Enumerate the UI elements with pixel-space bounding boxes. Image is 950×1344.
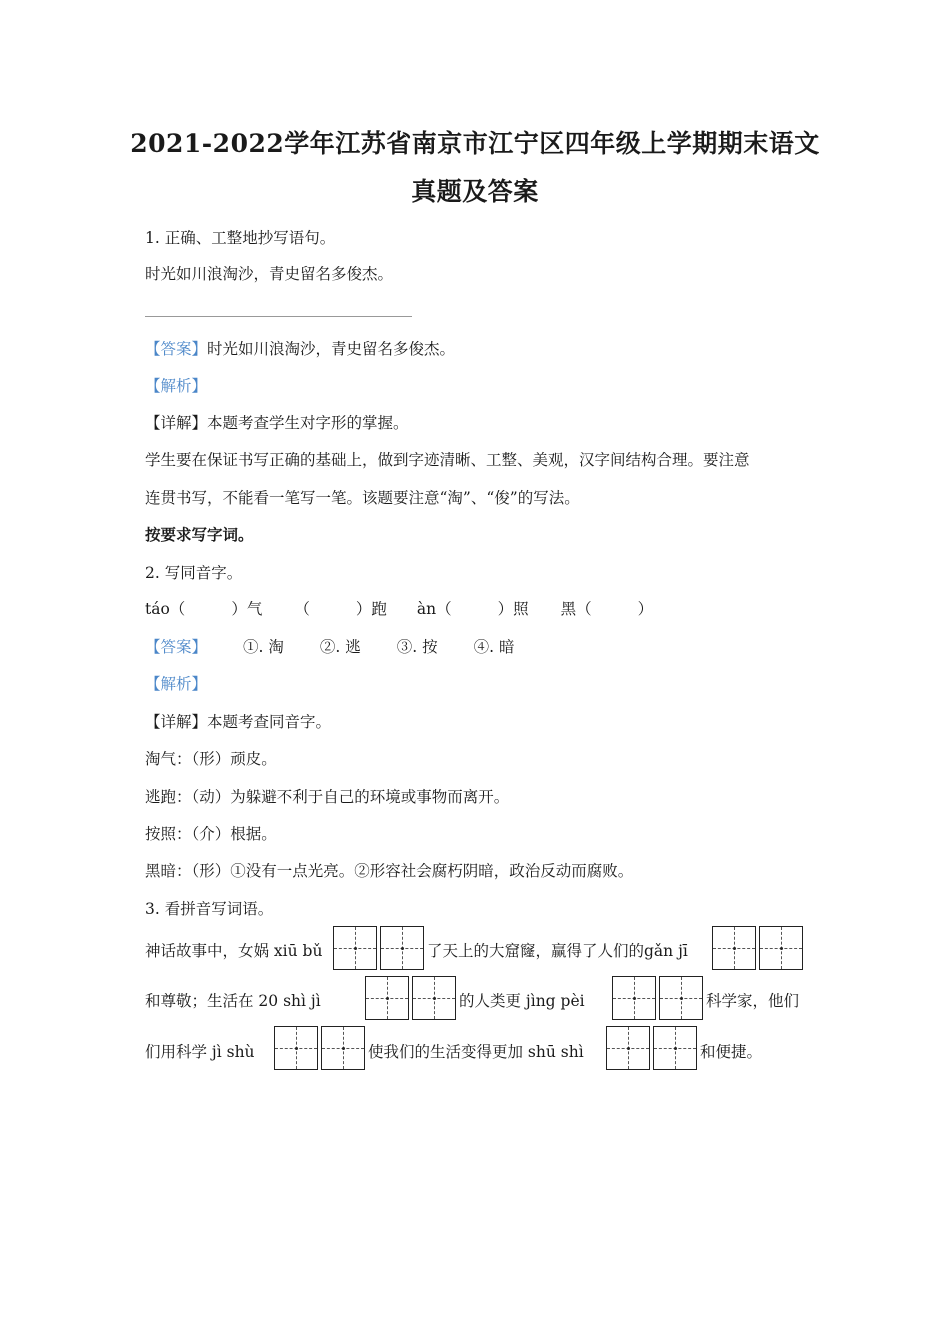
writing-box[interactable]: [333, 926, 377, 970]
q2-blank1-close: ）气: [231, 600, 263, 618]
q2-answer-2: ②. 逃: [319, 638, 361, 656]
q2-detail-text: 本题考查同音字。: [207, 713, 332, 731]
detail-label: 【详解】: [145, 713, 208, 731]
q1-explain-line2: 连贯书写，不能看一笔写一笔。该题要注意“淘”、“俊”的写法。: [145, 489, 580, 507]
q1-explain-line1: 学生要在保证书写正确的基础上，做到字迹清晰、工整、美观，汉字间结构合理。要注意: [145, 451, 750, 469]
q2-blank4-open: 黑（: [560, 600, 592, 618]
writing-box[interactable]: [659, 976, 703, 1020]
q3-line3-b: 使我们的生活变得更加 shū shì: [368, 1043, 584, 1061]
writing-box[interactable]: [274, 1026, 318, 1070]
q2-answer-1: ①. 淘: [243, 638, 284, 656]
q1-prompt: 1. 正确、工整地抄写语句。: [145, 229, 336, 247]
q2-detail: [145, 710, 331, 732]
q2-blank1-open: táo（: [145, 600, 186, 618]
q2-blank3-close: ）照: [497, 600, 529, 618]
q3-line3-a: 们用科学 jì shù: [145, 1043, 255, 1061]
q2-analysis-label: 【解析】: [145, 675, 208, 693]
q1-detail-text: 本题考查学生对字形的掌握。: [207, 414, 409, 432]
doc-title-line2: 真题及答案: [411, 177, 539, 206]
answer-label: 【答案】: [145, 638, 208, 656]
q3-line2-a: 和尊敬；生活在 20 shì jì: [145, 992, 321, 1010]
writing-box[interactable]: [653, 1026, 697, 1070]
writing-box[interactable]: [759, 926, 803, 970]
q2-answer: [145, 635, 514, 657]
writing-box[interactable]: [321, 1026, 365, 1070]
q3-prompt: 3. 看拼音写词语。: [145, 900, 274, 918]
q2-blank4-close: ）: [637, 600, 654, 618]
doc-title-line1: 2021-2022学年江苏省南京市江宁区四年级上学期期末语文: [130, 129, 820, 158]
q1-detail: [145, 411, 409, 433]
q1-analysis-label: 【解析】: [145, 377, 208, 395]
q3-line1-a: 神话故事中，女娲 xiū bǔ: [145, 942, 323, 960]
q2-answer-3: ③. 按: [396, 638, 438, 656]
q2-item-taopao: 逃跑：（动）为躲避不利于自己的环境或事物而离开。: [145, 788, 510, 806]
answer-label: 【答案】: [145, 340, 208, 358]
q2-item-anzhao: 按照：（介）根据。: [145, 825, 277, 843]
q2-blank3-open: àn（: [416, 600, 452, 618]
section-heading: 按要求写字词。: [145, 525, 254, 544]
q1-answer-text: 时光如川浪淘沙，青史留名多俊杰。: [207, 340, 456, 358]
writing-box[interactable]: [412, 976, 456, 1020]
q2-prompt: 2. 写同音字。: [145, 564, 243, 582]
writing-box[interactable]: [365, 976, 409, 1020]
q2-answer-4: ④. 暗: [473, 638, 515, 656]
q1-answer: [145, 337, 455, 359]
detail-label: 【详解】: [145, 414, 208, 432]
writing-box[interactable]: [612, 976, 656, 1020]
writing-box[interactable]: [606, 1026, 650, 1070]
q2-row: [145, 597, 653, 619]
q2-blank2-close: ）跑: [355, 600, 387, 618]
q3-line3-c: 和便捷。: [700, 1043, 763, 1061]
q2-item-heian: 黑暗：（形）①没有一点光亮。②形容社会腐朽阴暗，政治反动而腐败。: [145, 862, 634, 880]
q3-line2-b: 的人类更 jìng pèi: [459, 992, 585, 1010]
writing-box[interactable]: [380, 926, 424, 970]
q3-line2-c: 科学家，他们: [706, 992, 800, 1010]
q3-line1-b: 了天上的大窟窿，赢得了人们的gǎn jī: [427, 942, 688, 960]
q2-blank2-open: （: [294, 600, 310, 618]
q2-item-taoqi: 淘气：（形）顽皮。: [145, 750, 277, 768]
writing-box[interactable]: [712, 926, 756, 970]
q1-sentence: 时光如川浪淘沙，青史留名多俊杰。: [145, 265, 394, 283]
q1-writing-line: [145, 316, 412, 317]
